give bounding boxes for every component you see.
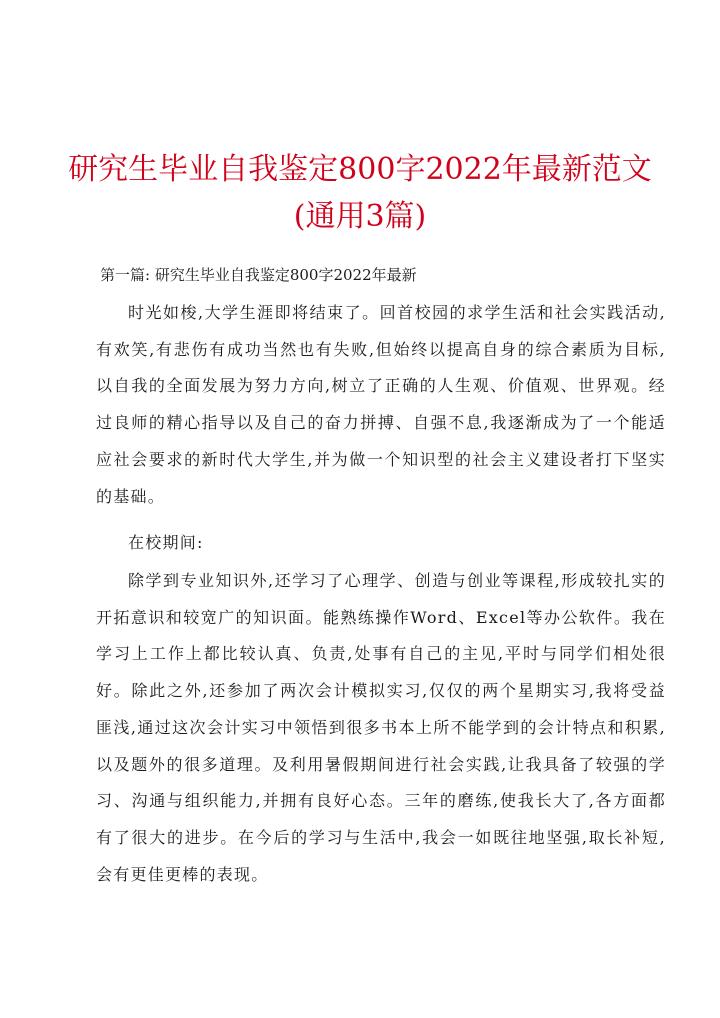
document-title-line-1: 研究生毕业自我鉴定800字2022年最新范文 [68,152,652,187]
paragraph-school-period-label: 在校期间: [128,533,204,552]
document-title-line-2: (通用3篇) [293,199,427,234]
paragraph-school-period-body: 除学到专业知识外,还学习了心理学、创造与创业等课程,形成较扎实的开拓意识和较宽广的知识面。能熟练操作Word、Excel等办公软件。我在学习上工作上都比较认真、负责,处事有自己的主见,平时与同学们相处很好。除此之外,还参加了两次会计模拟实习,仅仅的两个星期实习,我将受益匪浅,通过这次会计实习中领悟到很多书本上所不能学到的会计特点和积累,以及题外的很多道理。及利用暑假期间进行社会实践,让我具备了较强的学习、沟通与组织能力,并拥有良好心态。三年的磨练,使我长大了,各方面都有了很大的进步。在今后的学习与生活中,我会一如既往地坚强,取长补短,会有更佳更棒的表现。 [96,571,666,884]
section-heading: 第一篇: 研究生毕业自我鉴定800字2022年最新 [100,266,417,284]
paragraph-intro: 时光如梭,大学生涯即将结束了。回首校园的求学生活和社会实践活动,有欢笑,有悲伤有成功当然也有失败,但始终以提高自身的综合素质为目标,以自我的全面发展为努力方向,树立了正确的人生观、价值观、世界观。经过良师的精心指导以及自己的奋力拼搏、自强不息,我逐渐成为了一个能适应社会要求的新时代大学生,并为做一个知识型的社会主义建设者打下坚实的基础。 [96,303,666,506]
